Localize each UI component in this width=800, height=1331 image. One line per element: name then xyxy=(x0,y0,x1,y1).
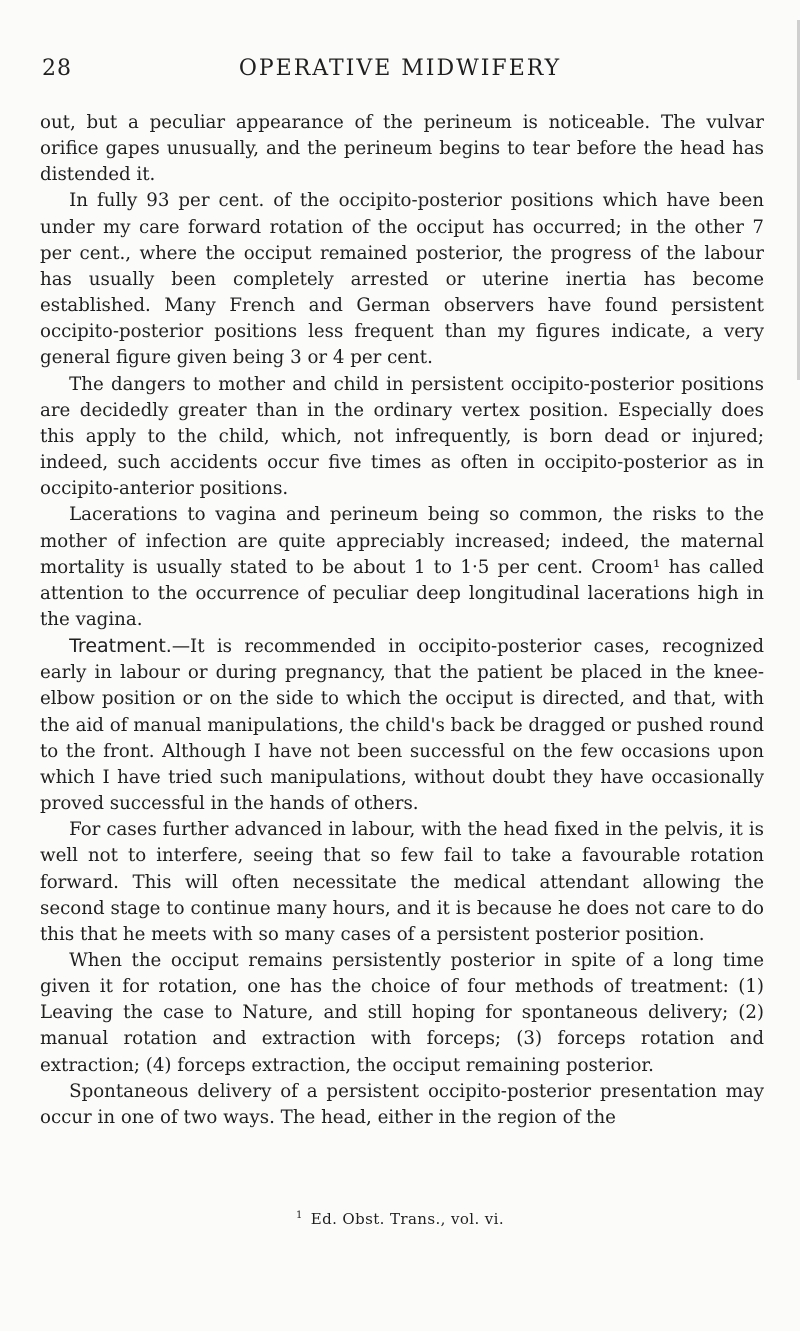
paragraph-continuation: out, but a peculiar appearance of the perineum is noticeable. The vulvar orifice gapes unusually, and the perineum begins to tear before the head has distended it. xyxy=(40,112,764,186)
footnote xyxy=(0,1210,800,1228)
running-head xyxy=(42,56,758,88)
paragraph-lacerations: Lacerations to vagina and perineum being so common, the risks to the mother of infection are quite appreciably increased; indeed, the maternal mortality is usually stated to be about 1 to 1·5 per cent. Croom¹ has called attention to the occurrence of peculiar deep longitudinal lacerations high in the vagina. xyxy=(40,504,764,630)
paragraph-dangers: The dangers to mother and child in persistent occipito-posterior positions are decidedly greater than in the ordinary vertex position. Especially does this apply to the child, which, not infrequently, is born dead or injured; indeed, such accidents occur five times as often in occipito-posterior as in occipito-anterior positions. xyxy=(40,373,764,500)
footnote-text: Ed. Obst. Trans., vol. vi. xyxy=(310,1210,505,1228)
treatment-heading: Treatment. xyxy=(69,635,172,658)
paragraph-rotation-statistics: In fully 93 per cent. of the occipito-posterior positions which have been under my care forward rotation of the occiput has occurred; in the other 7 per cent., where the occiput remained posterior, the progress of the labour has usually been completely arrested or uterine inertia has become established. Many French and German observers have found persistent occipito-posterior positions less frequent than my figures indicate, a very general figure given being 3 or 4 per cent. xyxy=(40,190,764,369)
footnote-mark: 1 xyxy=(295,1210,303,1221)
paragraph-four-methods: When the occiput remains persistently posterior in spite of a long time given it for rotation, one has the choice of four methods of treatment: (1) Leaving the case to Nature, and still hoping for spontaneous delivery; (2) manual rotation and extraction with forceps; (3) forceps rotation and extraction; (4) forceps extraction, the occiput remaining posterior. xyxy=(40,950,764,1076)
paragraph-advanced-labour: For cases further advanced in labour, with the head fixed in the pelvis, it is well not to interfere, seeing that so few fail to take a favourable rotation forward. This will often necessitate the medical attendant allowing the second stage to continue many hours, and it is because he does not care to do this that he meets with so many cases of a persistent posterior position. xyxy=(40,819,764,945)
body-text xyxy=(40,110,764,1131)
treatment-text: —It is recommended in occipito-posterior cases, recognized early in labour or during pregnancy, that the patient be placed in the knee-elbow position or on the side to which the occiput is directed, and that, with the aid of manual manipulations, the child's back be dragged or pushed round to the front. Although I have not been successful on the few occasions upon which I have tried such manipulations, without doubt they have occasionally proved successful in the hands of others. xyxy=(40,636,764,815)
page-number: 28 xyxy=(42,56,72,81)
paragraph-spontaneous-delivery: Spontaneous delivery of a persistent occipito-posterior presentation may occur in one of two ways. The head, either in the region of the xyxy=(40,1080,764,1128)
paragraph-treatment xyxy=(40,633,764,817)
running-title: OPERATIVE MIDWIFERY xyxy=(238,56,562,81)
